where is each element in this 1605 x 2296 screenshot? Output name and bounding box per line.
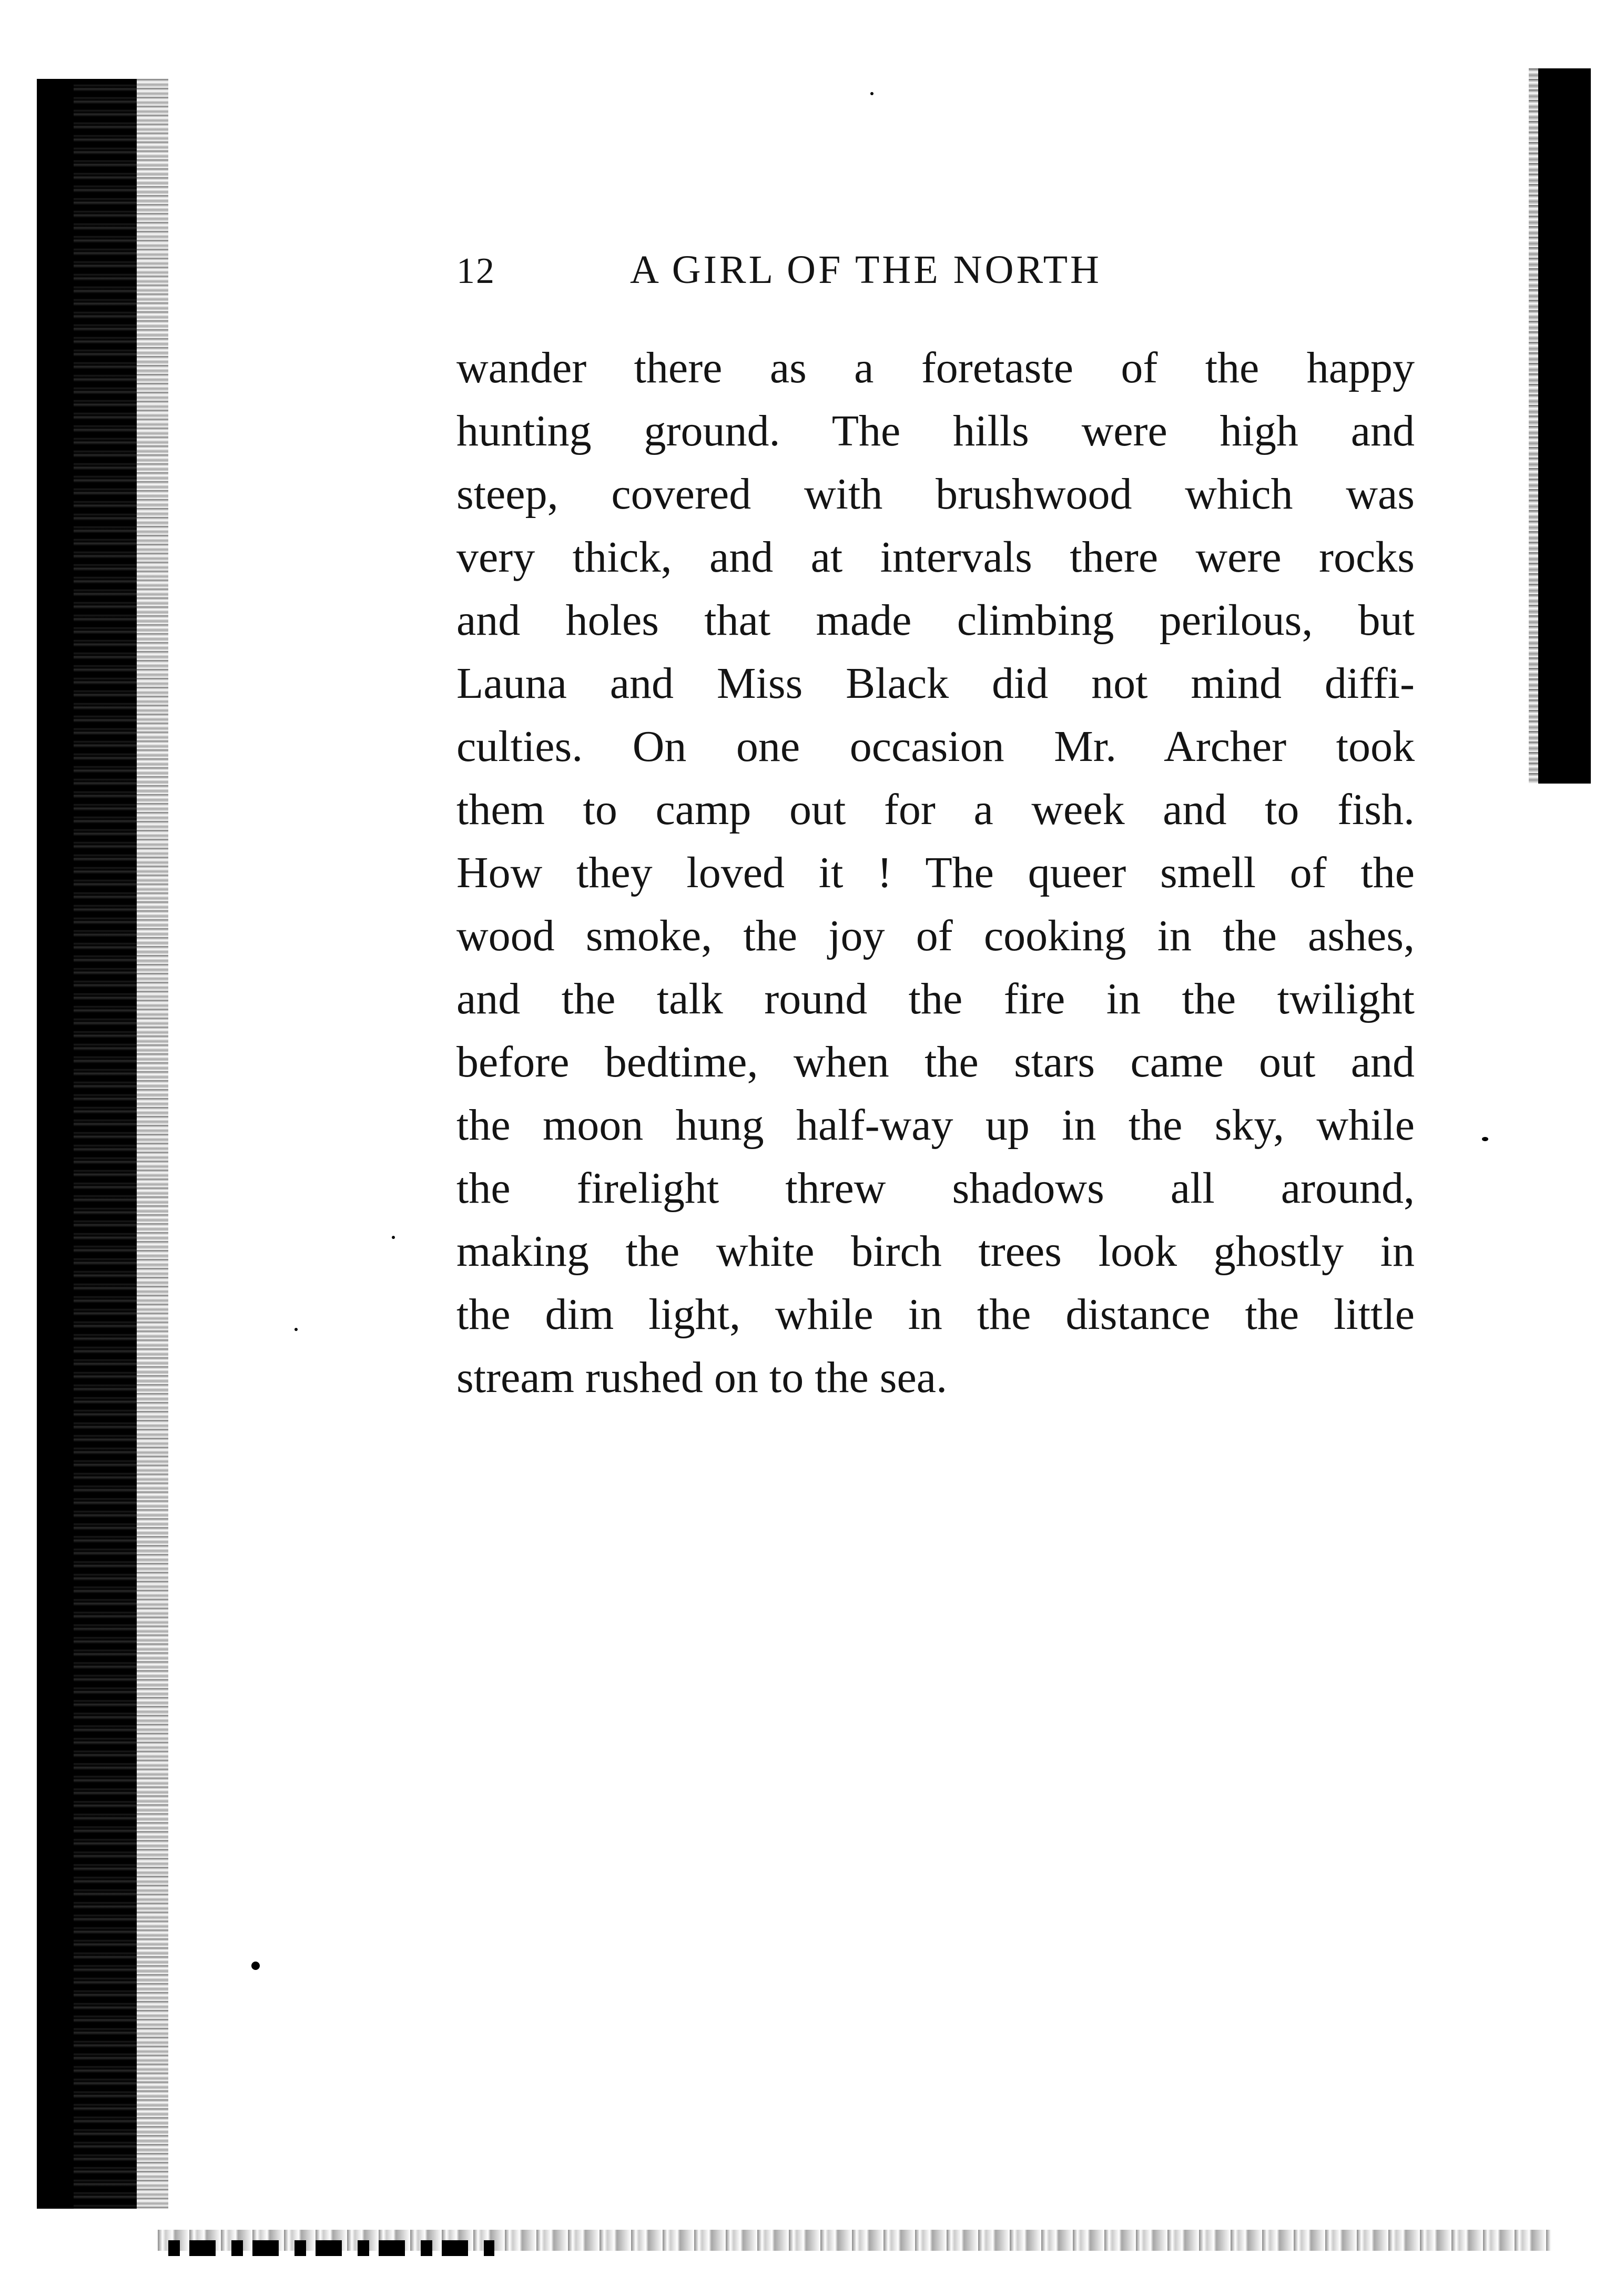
text-line: the moon hung half-way up in the sky, while [456, 1101, 1415, 1150]
text-line: and the talk round the fire in the twilight [456, 974, 1415, 1023]
text-line: wander there as a foretaste of the happy [456, 343, 1415, 392]
text-line: wood smoke, the joy of cooking in the ashes, [456, 911, 1415, 960]
running-title: A GIRL OF THE NORTH [630, 248, 1102, 292]
text-line: Launa and Miss Black did not mind diffi- [456, 659, 1415, 708]
text-line: the firelight threw shadows all around, [456, 1164, 1415, 1213]
text-line: hunting ground. The hills were high and [456, 407, 1415, 455]
scan-speck [870, 92, 873, 95]
scan-speck [251, 1962, 260, 1970]
text-line: and holes that made climbing perilous, but [456, 596, 1415, 645]
body-text [456, 337, 1415, 1409]
scan-speck [1482, 1137, 1488, 1141]
text-line: the dim light, while in the distance the little [456, 1290, 1415, 1339]
text-line: before bedtime, when the stars came out and [456, 1038, 1415, 1086]
text-line: stream rushed on to the sea. [456, 1353, 948, 1402]
text-line: culties. On one occasion Mr. Archer took [456, 722, 1415, 771]
page-number: 12 [456, 251, 495, 291]
scan-speck [392, 1236, 395, 1239]
text-line: them to camp out for a week and to fish. [456, 785, 1415, 834]
binding-shadow [47, 79, 137, 2209]
right-edge-shadow [1538, 68, 1591, 784]
text-line: making the white birch trees look ghostly in [456, 1227, 1415, 1276]
text-line: steep, covered with brushwood which was [456, 470, 1415, 519]
text-line: How they loved it ! The queer smell of the [456, 848, 1415, 897]
running-header [456, 247, 1235, 294]
scan-speck [294, 1328, 298, 1331]
text-line: very thick, and at intervals there were rocks [456, 533, 1415, 582]
scan-blocks-bottom [168, 2240, 494, 2256]
